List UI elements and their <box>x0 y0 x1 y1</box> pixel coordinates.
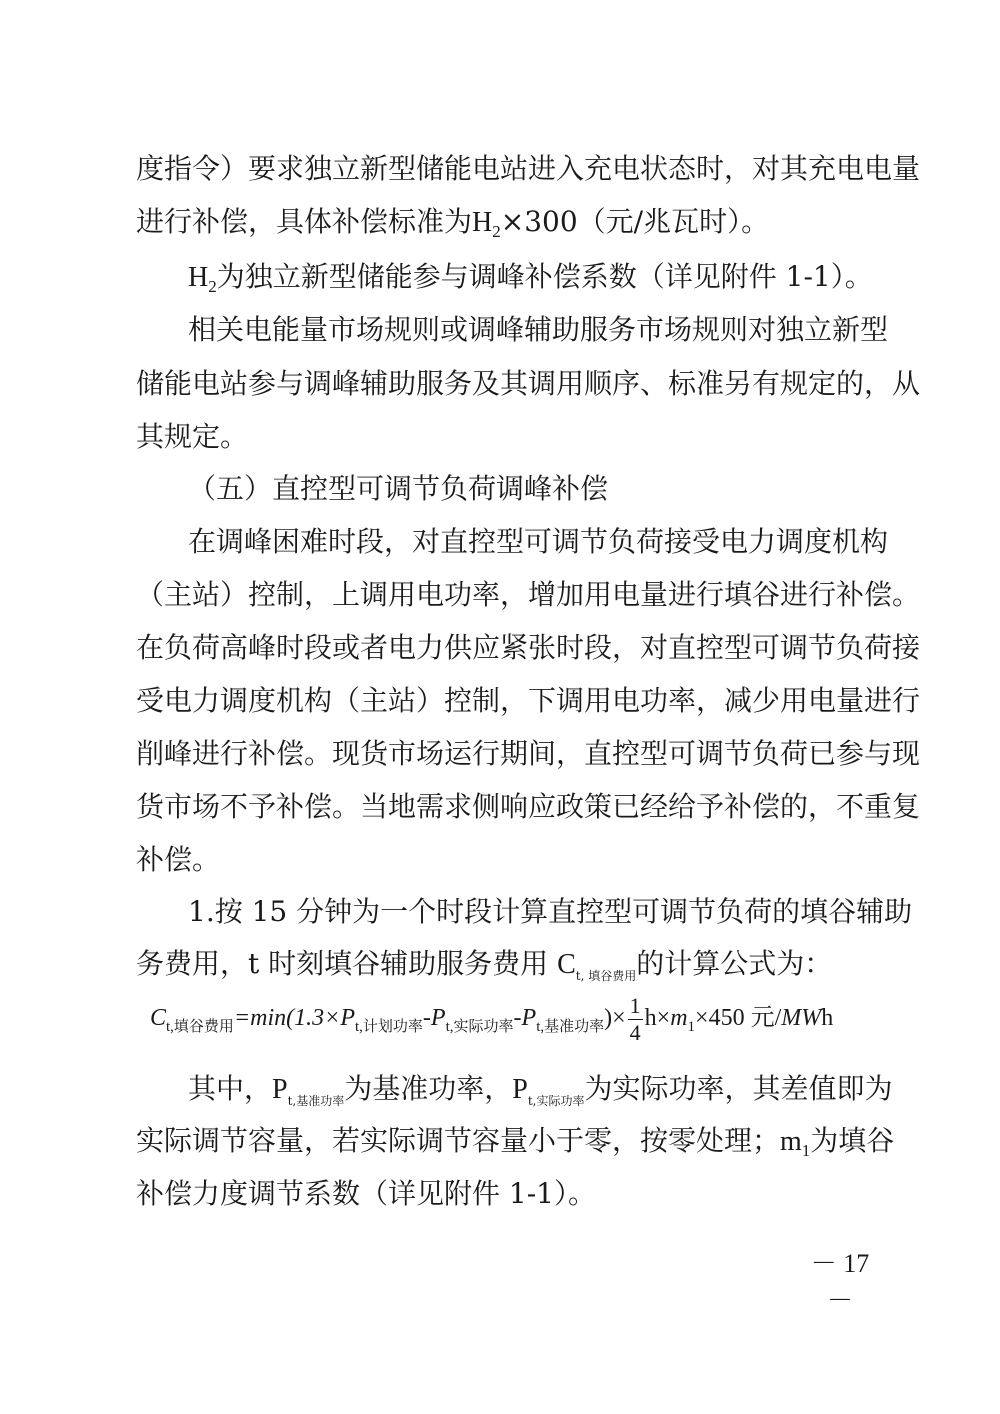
formula-fill-valley-fee: $C_{t,填谷费用}=\min(1.3\times P_{t,计划功率}-P_{t,实际功率}-P_{t,基准功率})\times$ $\frac{1}{4}$ $h\times m_1\times 450$ 元/MWh <box>150 993 834 1045</box>
paragraph-line: 其规定。 <box>136 420 249 453</box>
paragraph-line: 在调峰困难时段，对直控型可调节负荷接受电力调度机构 <box>188 525 889 558</box>
paragraph-line: 削峰进行补偿。现货市场运行期间，直控型可调节负荷已参与现 <box>136 737 921 770</box>
paragraph-line: 相关电能量市场规则或调峰辅助服务市场规则对独立新型 <box>188 313 889 346</box>
paragraph-line: 进行补偿，具体补偿标准为$H_2\times 300$（元/兆瓦时）。 <box>136 205 770 241</box>
page-number: － 17 － <box>810 1249 870 1315</box>
section-heading: （五）直控型可调节负荷调峰补偿 <box>188 472 609 505</box>
paragraph-line: $H_2$为独立新型储能参与调峰补偿系数（详见附件 1-1）。 <box>188 260 873 296</box>
paragraph-line: （主站）控制，上调用电功率，增加用电量进行填谷进行补偿。 <box>136 578 921 611</box>
paragraph-line: 务费用，t 时刻填谷辅助服务费用 $C_{t, 填谷费用}$的计算公式为： <box>136 947 833 983</box>
paragraph-line: 在负荷高峰时段或者电力供应紧张时段，对直控型可调节负荷接 <box>136 631 921 664</box>
fraction-one-quarter: $\frac{1}{4}$ <box>629 993 641 1045</box>
paragraph-line: 补偿。 <box>136 843 221 876</box>
paragraph-line: 储能电站参与调峰辅助服务及其调用顺序、标准另有规定的，从 <box>136 367 921 400</box>
paragraph-line: 其中，$P_{t,基准功率}$为基准功率，$P_{t,实际功率}$为实际功率，其差值即为 <box>188 1072 893 1108</box>
paragraph-line: 货市场不予补偿。当地需求侧响应政策已经给予补偿的，不重复 <box>136 790 921 823</box>
paragraph-line: 度指令）要求独立新型储能电站进入充电状态时，对其充电电量 <box>136 152 921 185</box>
paragraph-line: 1.按 15 分钟为一个时段计算直控型可调节负荷的填谷辅助 <box>188 895 913 928</box>
paragraph-line: 实际调节容量，若实际调节容量小于零，按零处理；$m_1$为填谷 <box>136 1124 895 1160</box>
paragraph-line: 受电力调度机构（主站）控制，下调用电功率，减少用电量进行 <box>136 684 921 717</box>
paragraph-line: 补偿力度调节系数（详见附件 1-1）。 <box>136 1177 596 1210</box>
